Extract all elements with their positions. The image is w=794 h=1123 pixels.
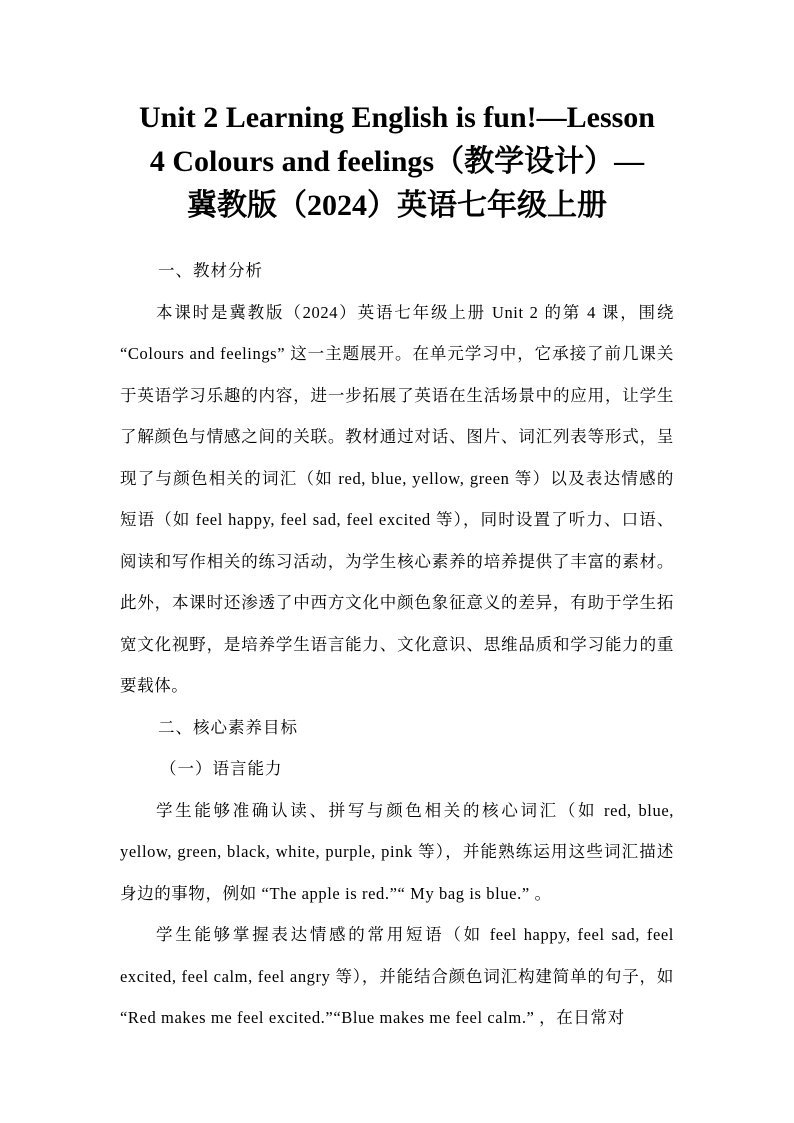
section-heading-textbook-analysis: 一、教材分析: [158, 261, 263, 280]
document-body: [120, 250, 674, 1039]
title-line-2: 4 Colours and feelings（教学设计）—: [149, 145, 645, 178]
document-title: [120, 96, 674, 228]
paragraph-textbook-analysis: 本课时是冀教版（2024）英语七年级上册 Unit 2 的第 4 课，围绕 “Colours and feelings” 这一主题展开。在单元学习中，它承接了前几课关于英语学习乐趣的内容，进一步拓展了英语在生活场景中的应用，让学生了解颜色与情感之间的关联。教材通过对话、图片、词汇列表等形式，呈现了与颜色相关的词汇（如 red, blue, yellow, green 等）以及表达情感的短语（如 feel happy, feel sad, feel excited 等），同时设置了听力、口语、阅读和写作相关的练习活动，为学生核心素养的培养提供了丰富的素材。此外，本课时还渗透了中西方文化中颜色象征意义的差异，有助于学生拓宽文化视野，是培养学生语言能力、文化意识、思维品质和学习能力的重要载体。: [120, 302, 674, 695]
title-line-1: Unit 2 Learning English is fun!—Lesson: [139, 101, 655, 134]
section-heading-core-goals: 二、核心素养目标: [158, 717, 298, 737]
paragraph-vocabulary-goal: 学生能够准确认读、拼写与颜色相关的核心词汇（如 red, blue, yellow, green, black, white, purple, pink 等），并能熟练运用这些词汇描述身边的事物，例如 “The apple is red.”“ My bag is blue.” 。: [120, 800, 674, 903]
paragraph-emotion-phrases-goal: 学生能够掌握表达情感的常用短语（如 feel happy, feel sad, feel excited, feel calm, feel angry 等），并能结合颜色词汇构建简单的句子，如 “Red makes me feel excited.”“Blue makes me feel calm.” ，在日常对: [120, 925, 674, 1027]
title-line-3: 冀教版（2024）英语七年级上册: [187, 189, 607, 222]
subheading-language-ability: （一）语言能力: [160, 759, 283, 778]
